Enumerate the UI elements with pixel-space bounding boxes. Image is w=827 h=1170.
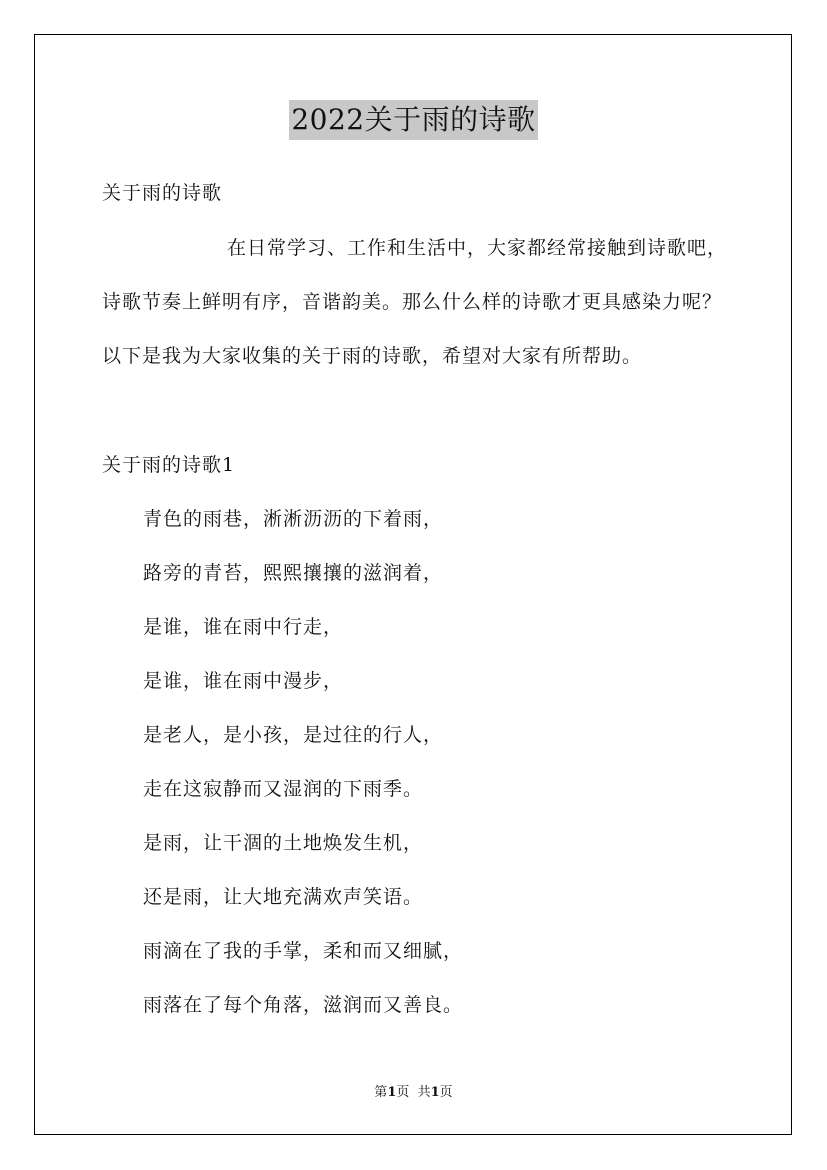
intro-line-3: 以下是我为大家收集的关于雨的诗歌，希望对大家有所帮助。 [102, 345, 643, 367]
poem-line: 是雨，让干涸的土地焕发生机， [143, 832, 424, 854]
footer-mid: 页 共 [396, 1085, 431, 1100]
subtitle: 关于雨的诗歌 [102, 182, 223, 204]
document-title: 2022关于雨的诗歌 [289, 100, 537, 140]
intro-line-2: 诗歌节奏上鲜明有序，音谐韵美。那么什么样的诗歌才更具感染力呢？ [102, 291, 723, 313]
footer-prefix: 第 [374, 1085, 388, 1100]
page-footer [0, 1084, 827, 1102]
footer-page-current: 1 [387, 1085, 397, 1100]
poem-line: 青色的雨巷，淅淅沥沥的下着雨， [143, 508, 444, 530]
poem-line: 路旁的青苔，熙熙攘攘的滋润着， [143, 562, 444, 584]
poem-line: 雨落在了每个角落，滋润而又善良。 [143, 994, 464, 1016]
footer-page-total: 1 [430, 1085, 440, 1100]
poem-line: 雨滴在了我的手掌，柔和而又细腻， [143, 940, 464, 962]
intro-line-1: 在日常学习、工作和生活中，大家都经常接触到诗歌吧， [227, 237, 728, 259]
poem-line: 还是雨，让大地充满欢声笑语。 [143, 886, 424, 908]
poem-line: 是谁，谁在雨中漫步， [143, 670, 344, 692]
poem-heading: 关于雨的诗歌1 [102, 454, 236, 476]
poem-line: 走在这寂静而又湿润的下雨季。 [143, 778, 424, 800]
footer-suffix: 页 [439, 1085, 453, 1100]
title-wrapper [0, 100, 827, 140]
poem-line: 是老人，是小孩，是过往的行人， [143, 724, 444, 746]
poem-line: 是谁，谁在雨中行走， [143, 616, 344, 638]
